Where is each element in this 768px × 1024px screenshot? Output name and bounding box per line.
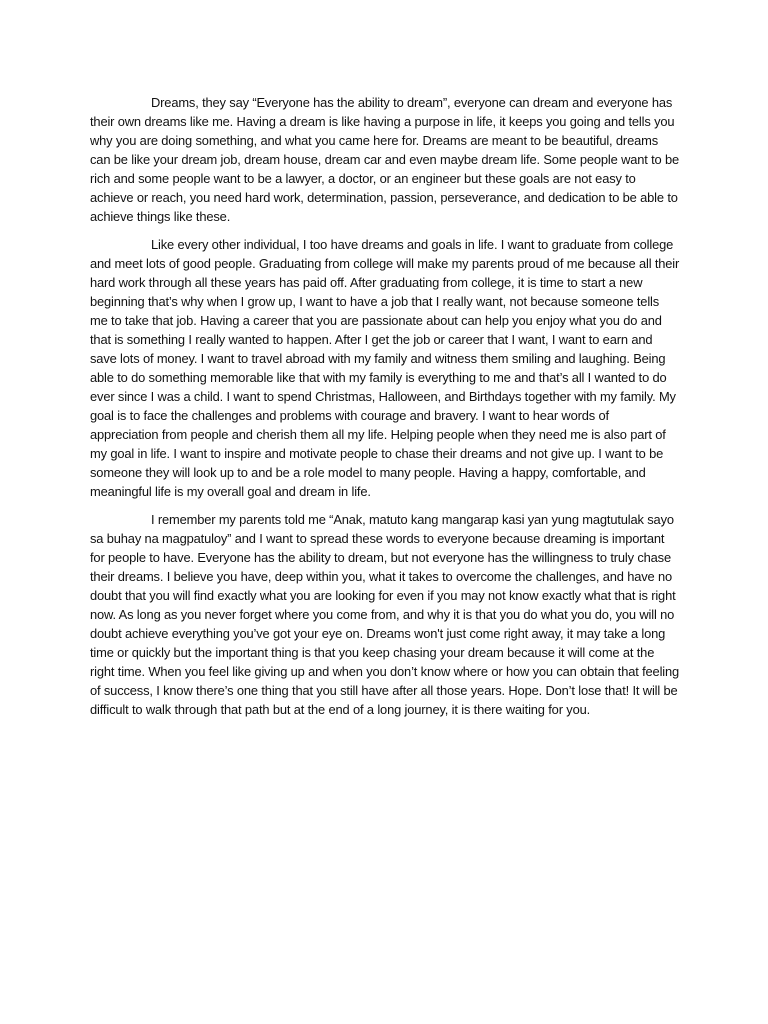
essay-body xyxy=(90,93,680,728)
paragraph-2: Like every other individual, I too have dreams and goals in life. I want to graduate from college and meet lots of good people. Graduating from college will make my parents proud of me because all their hard work through all these years has paid off. After graduating from college, it is time to start a new beginning that’s why when I grow up, I want to have a job that I really want, not because someone tells me to take that job. Having a career that you are passionate about can help you enjoy what you do and that is something I really wanted to happen. After I get the job or career that I want, I want to earn and save lots of money. I want to travel abroad with my family and witness them smiling and laughing. Being able to do something memorable like that with my family is everything to me and that’s all I wanted to do ever since I was a child. I want to spend Christmas, Halloween, and Birthdays together with my family. My goal is to face the challenges and problems with courage and bravery. I want to hear words of appreciation from people and cherish them all my life. Helping people when they need me is also part of my goal in life. I want to inspire and motivate people to chase their dreams and not give up. I want to be someone they will look up to and be a role model to many people. Having a happy, comfortable, and meaningful life is my overall goal and dream in life. xyxy=(90,237,680,499)
paragraph-3: I remember my parents told me “Anak, matuto kang mangarap kasi yan yung magtutulak sayo sa buhay na magpatuloy” and I want to spread these words to everyone because dreaming is important for people to have. Everyone has the ability to dream, but not everyone has the willingness to truly chase their dreams. I believe you have, deep within you, what it takes to overcome the challenges, and have no doubt that you will find exactly what you are looking for even if you may not know exactly what that is right now. As long as you never forget where you come from, and why it is that you do what you do, you will no doubt achieve everything you’ve got your eye on. Dreams won't just come right away, it may take a long time or quickly but the important thing is that you keep chasing your dream because it will come at the right time. When you feel like giving up and when you don’t know where or how you can obtain that feeling of success, I know there’s one thing that you still have after all those years. Hope. Don’t lose that! It will be difficult to walk through that path but at the end of a long journey, it is there waiting for you. xyxy=(90,512,680,717)
paragraph-1: Dreams, they say “Everyone has the ability to dream”, everyone can dream and everyone has their own dreams like me. Having a dream is like having a purpose in life, it keeps you going and tells you why you are doing something, and what you came here for. Dreams are meant to be beautiful, dreams can be like your dream job, dream house, dream car and even maybe dream life. Some people want to be rich and some people want to be a lawyer, a doctor, or an engineer but these goals are not easy to achieve or reach, you need hard work, determination, passion, perseverance, and dedication to be able to achieve things like these. xyxy=(90,95,680,224)
